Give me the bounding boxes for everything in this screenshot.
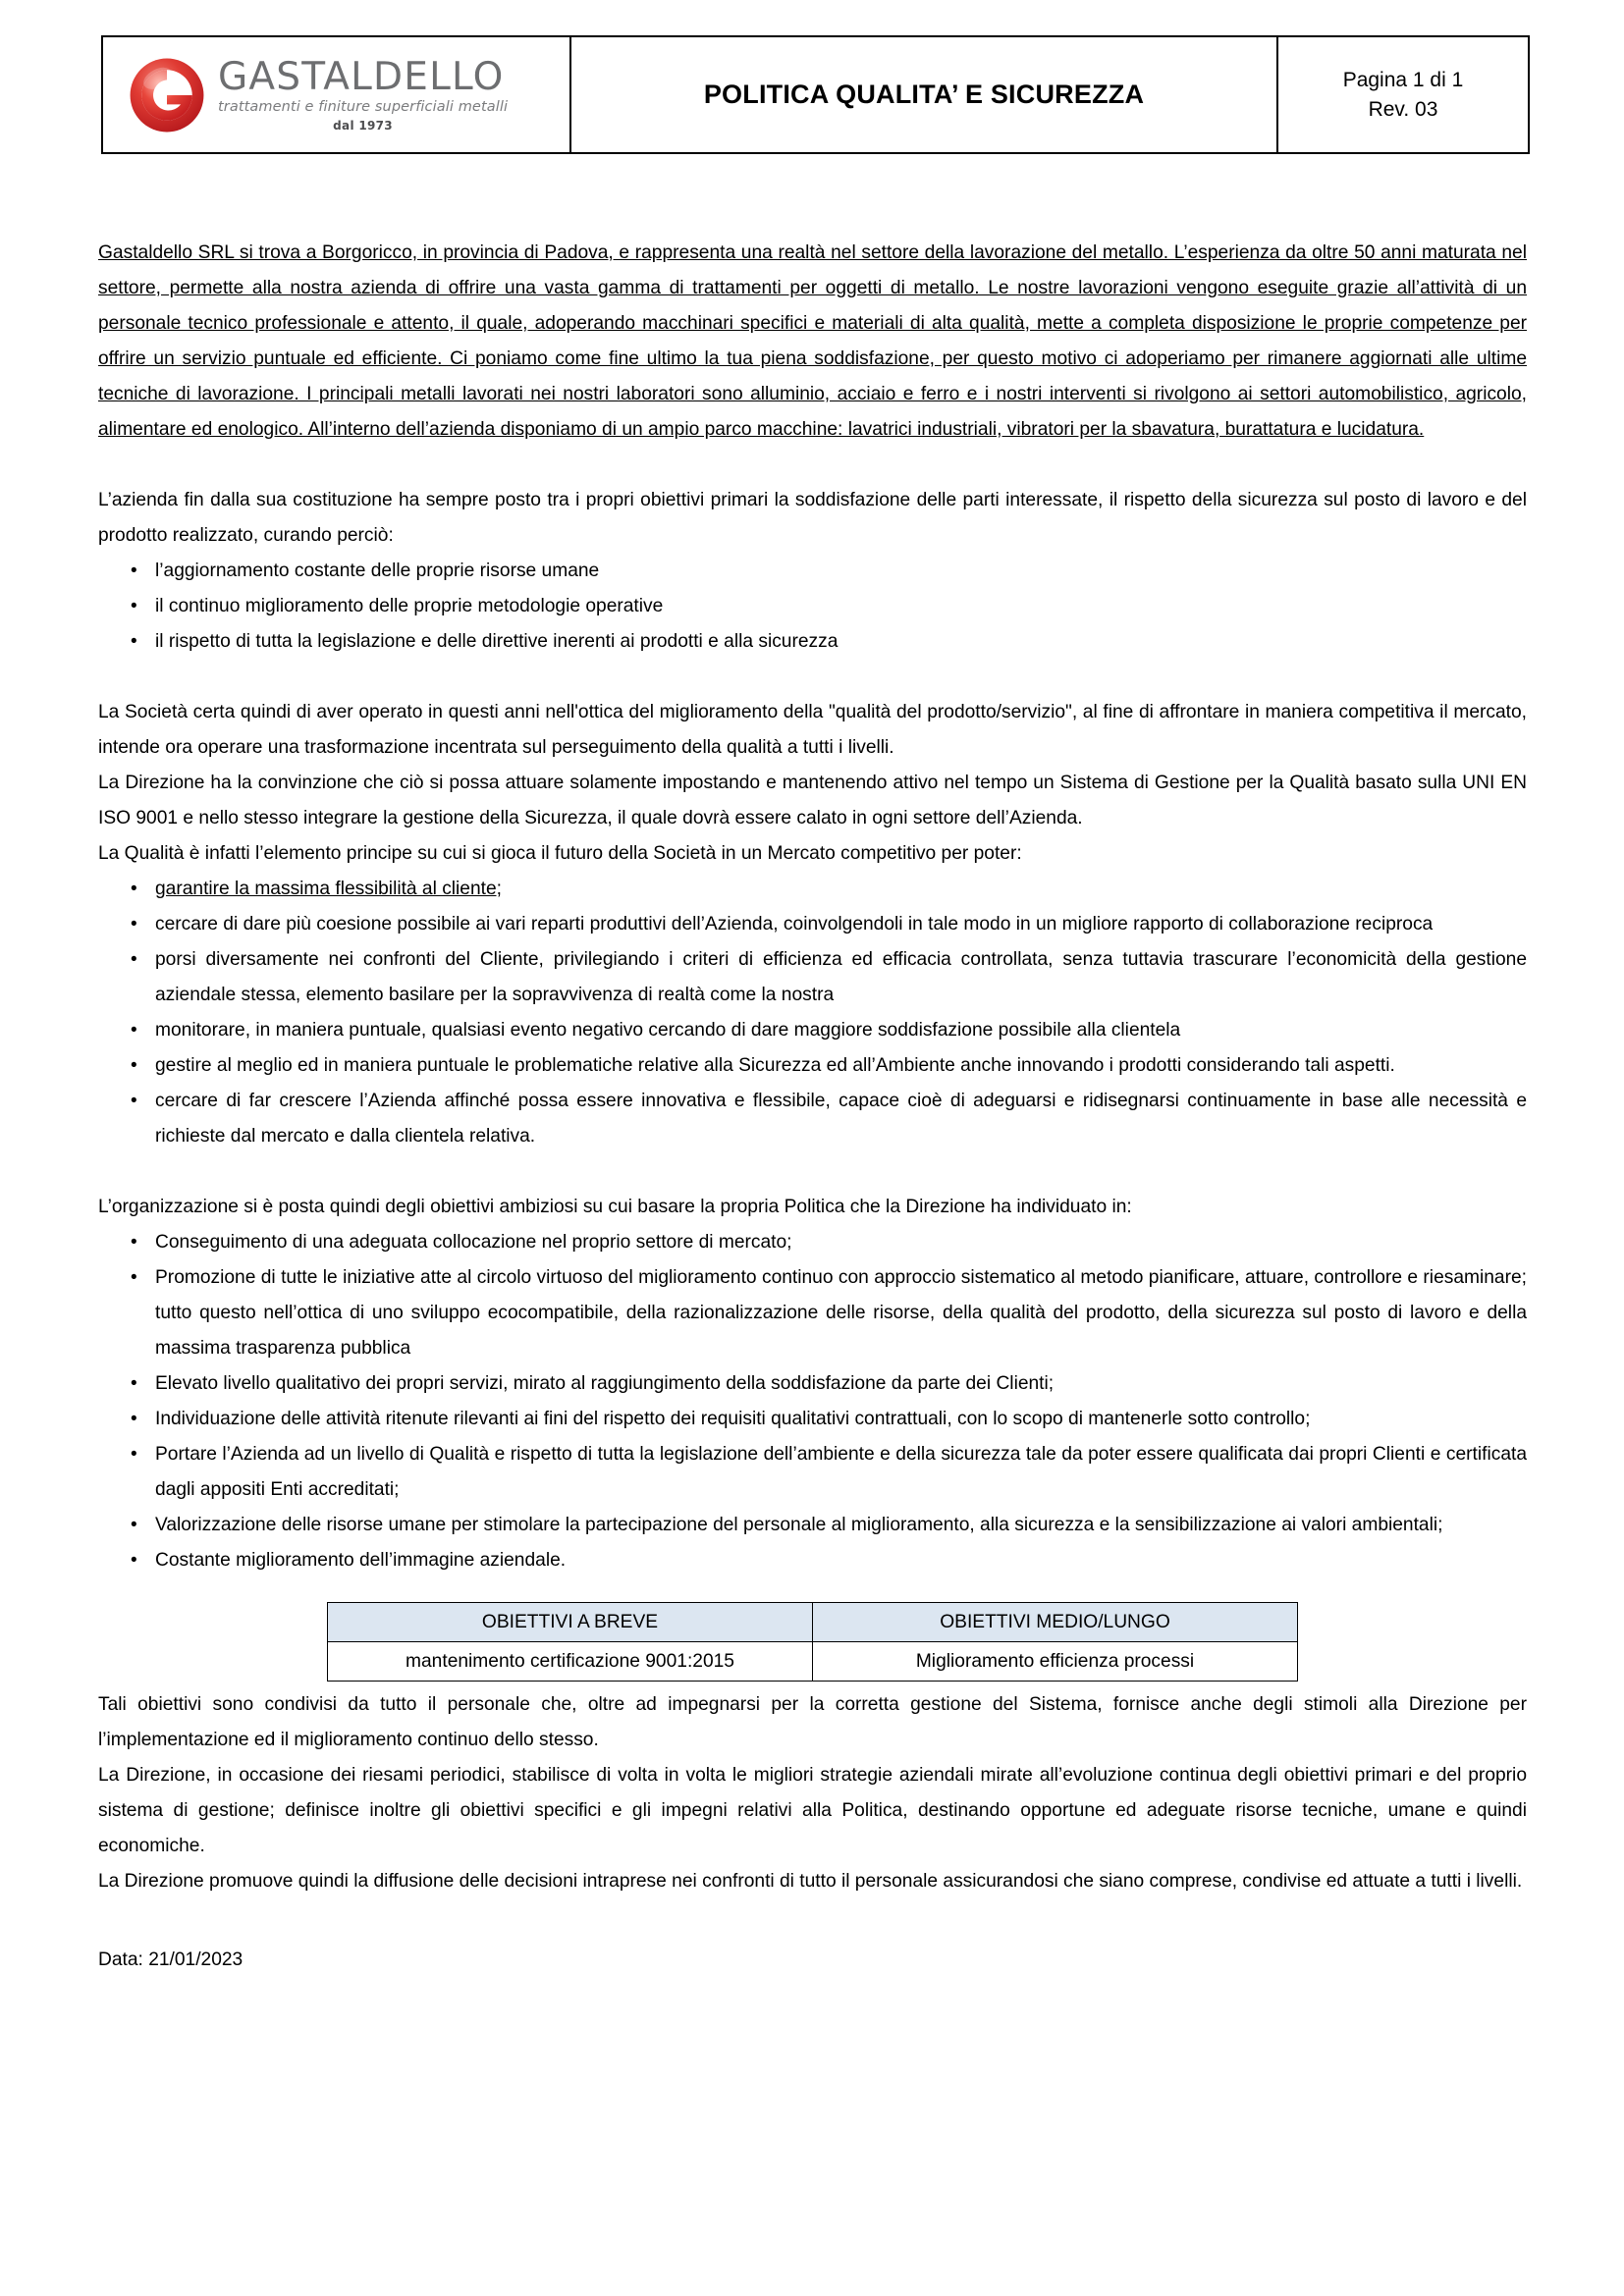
list-item: • gestire al meglio ed in maniera puntuale le problematiche relative alla Sicurezza ed all’Ambiente anche innovando i prodotti considerando tali aspetti. [98, 1048, 1527, 1084]
column-header-medium-long-term: OBIETTIVI MEDIO/LUNGO [813, 1603, 1298, 1642]
organization-intro-paragraph: L’organizzazione si è posta quindi degli obiettivi ambiziosi su cui basare la propria Politica che la Direzione ha individuato in: [98, 1197, 1132, 1217]
list-item: • Portare l’Azienda ad un livello di Qualità e rispetto di tutta la legislazione dell’ambiente e della sicurezza tale da poter essere qualificata dai propri Clienti e certificata dagli appositi Enti accreditati; [98, 1437, 1527, 1508]
document-header-table [101, 35, 1530, 154]
logo-text-block [218, 55, 509, 133]
list-item: • Promozione di tutte le iniziative atte al circolo virtuoso del miglioramento continuo con approccio sistematico al metodo pianificare, attuare, controllore e riesaminare; tutto questo nell’ottica di uno sviluppo ecocompatibile, della razionalizzazione delle risorse, della qualità del prodotto, della sicurezza sul posto di lavoro e della massima trasparenza pubblica [98, 1260, 1527, 1366]
objectives-table-wrapper [98, 1602, 1527, 1682]
header-logo-cell [102, 36, 570, 153]
intro-paragraph: Gastaldello SRL si trova a Borgoricco, in provincia di Padova, e rappresenta una realtà nel settore della lavorazione del metallo. L’esperienza da oltre 50 anni maturata nel settore, permette alla nostra azienda di offrire una vasta gamma di trattamenti per oggetti di metallo. Le nostre lavorazioni vengono eseguite grazie all’attività di un personale tecnico professionale e attento, il quale, adoperando macchinari specifici e materiali di alta qualità, mette a completa disposizione le proprie competenze per offrire un servizio puntuale ed efficiente. Ci poniamo come fine ultimo la tua piena soddisfazione, per questo motivo ci adoperiamo per rimanere aggiornati alle ultime tecniche di lavorazione. I principali metalli lavorati nei nostri laboratori sono alluminio, acciaio e ferro e i nostri interventi si rivolgono ai settori automobilistico, agricolo, alimentare ed enologico. All’interno dell’azienda disponiamo di un ampio parco macchine: lavatrici industriali, vibratori per la sbavatura, burattatura e lucidatura. [98, 242, 1527, 440]
direction-paragraph: La Direzione ha la convinzione che ciò si possa attuare solamente impostando e mantenendo attivo nel tempo un Sistema di Gestione per la Qualità basato sulla UNI EN ISO 9001 e nello stesso integrare la gestione della Sicurezza, il quale dovrà essere calato in ogni settore dell’Azienda. [98, 773, 1527, 828]
society-paragraph: La Società certa quindi di aver operato in questi anni nell'ottica del miglioramento della "qualità del prodotto/servizio", al fine di affrontare in maniera competitiva il mercato, intende ora operare una trasformazione incentrata sul perseguimento della qualità a tutti i livelli. [98, 702, 1527, 758]
revision-label: Rev. 03 [1368, 97, 1438, 121]
header-row [102, 36, 1529, 153]
table-row [328, 1642, 1298, 1682]
column-header-short-term: OBIETTIVI A BREVE [328, 1603, 813, 1642]
paragraph-spacer [98, 1154, 1527, 1190]
list-item: • cercare di far crescere l’Azienda affinché possa essere innovativa e flessibile, capace cioè di adeguarsi e ridisegnarsi continuamente in base alle necessità e richieste dal mercato e dalla clientela relativa. [98, 1084, 1527, 1154]
closing-paragraph-2: La Direzione, in occasione dei riesami periodici, stabilisce di volta in volta le migliori strategie aziendali mirate all’evoluzione continua degli obiettivi primari e del proprio sistema di gestione; definisce inoltre gli obiettivi specifici e gli impegni relativi alla Politica, destinando opportune ed adeguate risorse tecniche, umane e quindi economiche. [98, 1765, 1527, 1856]
quality-intro-paragraph: La Qualità è infatti l’elemento principe su cui si gioca il futuro della Società in un Mercato competitivo per poter: [98, 843, 1022, 864]
paragraph-spacer [98, 448, 1527, 483]
document-body [98, 236, 1527, 1978]
company-logo [103, 37, 569, 152]
organization-objectives-list [98, 1225, 1527, 1578]
table-header-row [328, 1603, 1298, 1642]
list-item: • l’aggiornamento costante delle proprie risorse umane [98, 554, 1527, 589]
list-item: • Valorizzazione delle risorse umane per stimolare la partecipazione del personale al miglioramento, alla sicurezza e la sensibilizzazione ai valori ambientali; [98, 1508, 1527, 1543]
closing-paragraph-1: Tali obiettivi sono condivisi da tutto il personale che, oltre ad impegnarsi per la corretta gestione del Sistema, fornisce anche degli stimoli alla Direzione per l’implementazione ed il miglioramento continuo dello stesso. [98, 1694, 1527, 1750]
list-item: • il continuo miglioramento delle proprie metodologie operative [98, 589, 1527, 624]
header-title-cell [570, 36, 1277, 153]
list-item: • Elevato livello qualitativo dei propri servizi, mirato al raggiungimento della soddisfazione da parte dei Clienti; [98, 1366, 1527, 1402]
objectives-intro-paragraph: L’azienda fin dalla sua costituzione ha sempre posto tra i propri obiettivi primari la soddisfazione delle parti interessate, il rispetto della sicurezza sul posto di lavoro e del prodotto realizzato, curando perciò: [98, 490, 1527, 546]
list-item: • il rispetto di tutta la legislazione e delle direttive inerenti ai prodotti e alla sicurezza [98, 624, 1527, 660]
list-item: • garantire la massima flessibilità al cliente; [98, 872, 1527, 907]
table-cell-medium-long-term-value: Miglioramento efficienza processi [813, 1642, 1298, 1682]
logo-since-label: dal 1973 [333, 118, 393, 133]
document-date: Data: 21/01/2023 [98, 1949, 244, 1970]
list-item: • porsi diversamente nei confronti del Cliente, privilegiando i criteri di efficienza ed efficacia controllata, senza tuttavia trascurare l’economicità della gestione aziendale stessa, elemento basilare per la sopravvivenza di realtà come la nostra [98, 942, 1527, 1013]
page-number-label: Pagina 1 di 1 [1342, 68, 1464, 91]
header-page-info-cell [1277, 36, 1529, 153]
logo-company-name: GASTALDELLO [218, 55, 505, 100]
list-item: • Individuazione delle attività ritenute rilevanti ai fini del rispetto dei requisiti qualitativi contrattuali, con lo scopo di mantenerle sotto controllo; [98, 1402, 1527, 1437]
primary-objectives-list [98, 554, 1527, 660]
gastaldello-g-logo-icon [129, 57, 205, 133]
list-item: • Conseguimento di una adeguata collocazione nel proprio settore di mercato; [98, 1225, 1527, 1260]
objectives-table [327, 1602, 1298, 1682]
quality-objectives-list [98, 872, 1527, 1154]
logo-tagline: trattamenti e finiture superficiali metalli [218, 99, 509, 116]
paragraph-spacer [98, 660, 1527, 695]
list-item: • cercare di dare più coesione possibile ai vari reparti produttivi dell’Azienda, coinvolgendoli in tale modo in un migliore rapporto di collaborazione reciproca [98, 907, 1527, 942]
document-title: POLITICA QUALITA’ E SICUREZZA [703, 80, 1145, 109]
closing-paragraph-3: La Direzione promuove quindi la diffusione delle decisioni intraprese nei confronti di tutto il personale assicurandosi che siano comprese, condivise ed attuate a tutti i livelli. [98, 1871, 1523, 1892]
list-item: • Costante miglioramento dell’immagine aziendale. [98, 1543, 1527, 1578]
table-cell-short-term-value: mantenimento certificazione 9001:2015 [328, 1642, 813, 1682]
list-item: • monitorare, in maniera puntuale, qualsiasi evento negativo cercando di dare maggiore soddisfazione possibile alla clientela [98, 1013, 1527, 1048]
